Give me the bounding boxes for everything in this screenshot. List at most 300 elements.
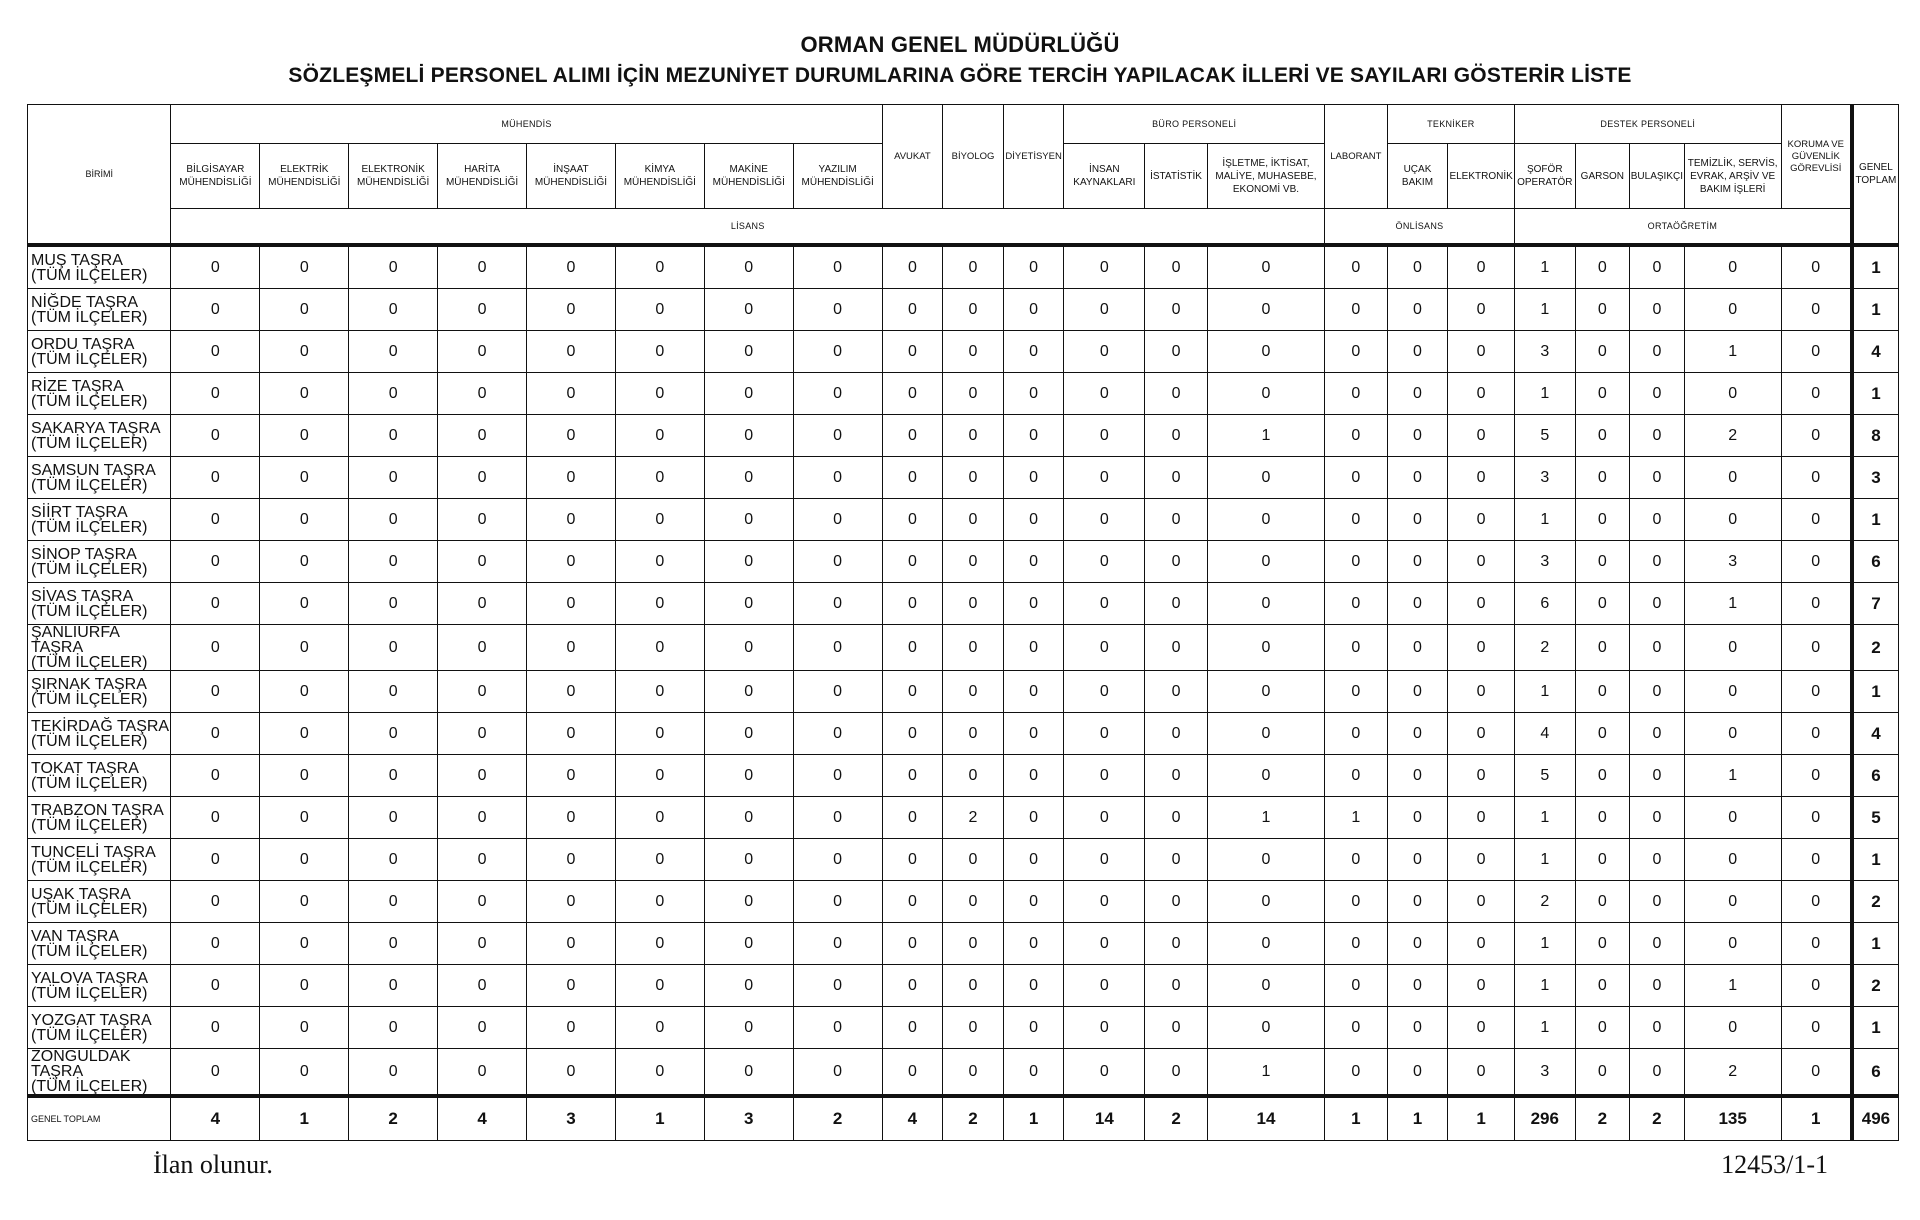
value-cell: 0 (1003, 881, 1064, 923)
value-cell: 0 (704, 797, 793, 839)
value-cell: 1 (1207, 415, 1324, 457)
row-subtitle: (TÜM İLÇELER) (31, 690, 148, 708)
value-cell: 0 (943, 373, 1004, 415)
value-cell: 0 (1575, 755, 1630, 797)
value-cell: 1 (1514, 1007, 1575, 1049)
value-cell: 0 (1387, 541, 1448, 583)
value-cell: 0 (1003, 415, 1064, 457)
value-cell: 0 (260, 289, 349, 331)
value-cell: 0 (1575, 373, 1630, 415)
value-cell: 0 (1325, 583, 1388, 625)
value-cell: 0 (1387, 1007, 1448, 1049)
value-cell: 0 (1575, 499, 1630, 541)
value-cell: 0 (1684, 457, 1781, 499)
value-cell: 0 (1448, 457, 1515, 499)
value-cell: 0 (882, 965, 943, 1007)
value-cell: 0 (1387, 245, 1448, 289)
value-cell: 0 (882, 541, 943, 583)
row-name: ZONGULDAK TAŞRA (31, 1048, 131, 1080)
value-cell: 2 (1514, 881, 1575, 923)
value-cell: 0 (1064, 625, 1145, 671)
value-cell: 0 (1003, 671, 1064, 713)
value-cell: 0 (260, 839, 349, 881)
value-cell: 0 (349, 289, 438, 331)
value-cell: 0 (882, 583, 943, 625)
value-cell: 0 (1781, 415, 1852, 457)
table-row (28, 671, 1899, 713)
row-label (28, 881, 171, 923)
value-cell: 0 (1448, 797, 1515, 839)
value-cell: 0 (349, 541, 438, 583)
value-cell: 0 (1575, 415, 1630, 457)
value-cell: 0 (1448, 839, 1515, 881)
value-cell: 0 (882, 755, 943, 797)
value-cell: 0 (793, 713, 882, 755)
value-cell: 0 (260, 457, 349, 499)
row-label (28, 839, 171, 881)
value-cell: 0 (943, 755, 1004, 797)
laborant-header: LABORANT (1325, 105, 1388, 209)
value-cell: 0 (1630, 839, 1685, 881)
value-cell: 0 (704, 923, 793, 965)
value-cell: 0 (527, 457, 616, 499)
value-cell: 0 (349, 923, 438, 965)
value-cell: 0 (349, 671, 438, 713)
value-cell: 0 (615, 839, 704, 881)
value-cell: 0 (438, 583, 527, 625)
value-cell: 0 (1003, 839, 1064, 881)
value-cell: 0 (438, 1007, 527, 1049)
value-cell: 0 (349, 373, 438, 415)
value-cell: 0 (1207, 245, 1324, 289)
value-cell: 0 (1630, 245, 1685, 289)
value-cell: 2 (943, 797, 1004, 839)
destek-group-header: DESTEK PERSONELİ (1514, 105, 1781, 144)
row-subtitle: (TÜM İLÇELER) (31, 984, 148, 1002)
value-cell: 1 (1003, 1096, 1064, 1141)
value-cell: 0 (1575, 881, 1630, 923)
col-header: BULAŞIKÇI (1630, 144, 1685, 209)
value-cell: 0 (527, 1049, 616, 1097)
value-cell: 0 (1630, 373, 1685, 415)
value-cell: 0 (882, 373, 943, 415)
row-total-cell: 2 (1852, 625, 1899, 671)
row-total-cell: 6 (1852, 541, 1899, 583)
row-total-cell: 2 (1852, 965, 1899, 1007)
row-total-cell: 1 (1852, 1007, 1899, 1049)
value-cell: 0 (615, 797, 704, 839)
row-total-cell: 4 (1852, 331, 1899, 373)
value-cell: 0 (1145, 797, 1208, 839)
value-cell: 0 (1064, 881, 1145, 923)
value-cell: 0 (1145, 245, 1208, 289)
value-cell: 0 (1684, 797, 1781, 839)
value-cell: 0 (1145, 583, 1208, 625)
value-cell: 0 (1387, 625, 1448, 671)
value-cell: 0 (1325, 923, 1388, 965)
table-row (28, 541, 1899, 583)
table-row (28, 713, 1899, 755)
value-cell: 0 (1781, 881, 1852, 923)
value-cell: 0 (1325, 289, 1388, 331)
row-label (28, 755, 171, 797)
value-cell: 0 (1387, 1049, 1448, 1097)
value-cell: 0 (1684, 839, 1781, 881)
value-cell: 0 (527, 541, 616, 583)
row-name: SİNOP TAŞRA (31, 545, 137, 563)
value-cell: 4 (438, 1096, 527, 1141)
value-cell: 0 (260, 755, 349, 797)
value-cell: 0 (1003, 755, 1064, 797)
value-cell: 0 (704, 415, 793, 457)
value-cell: 0 (1325, 1007, 1388, 1049)
value-cell: 0 (704, 541, 793, 583)
value-cell: 0 (1207, 1007, 1324, 1049)
value-cell: 2 (1684, 1049, 1781, 1097)
row-name: YOZGAT TAŞRA (31, 1011, 152, 1029)
value-cell: 0 (171, 331, 260, 373)
value-cell: 0 (1684, 923, 1781, 965)
value-cell: 0 (349, 499, 438, 541)
value-cell: 0 (527, 965, 616, 1007)
value-cell: 135 (1684, 1096, 1781, 1141)
value-cell: 0 (615, 541, 704, 583)
value-cell: 0 (438, 881, 527, 923)
value-cell: 0 (171, 797, 260, 839)
value-cell: 0 (1448, 923, 1515, 965)
value-cell: 0 (1064, 415, 1145, 457)
value-cell: 0 (1575, 923, 1630, 965)
value-cell: 0 (1145, 671, 1208, 713)
value-cell: 0 (349, 755, 438, 797)
row-total-cell: 1 (1852, 923, 1899, 965)
value-cell: 0 (704, 965, 793, 1007)
value-cell: 4 (1514, 713, 1575, 755)
value-cell: 0 (1325, 457, 1388, 499)
value-cell: 0 (260, 625, 349, 671)
value-cell: 0 (615, 713, 704, 755)
value-cell: 0 (260, 373, 349, 415)
row-total-cell: 496 (1852, 1096, 1899, 1141)
value-cell: 0 (1387, 839, 1448, 881)
value-cell: 0 (260, 541, 349, 583)
row-name: TOKAT TAŞRA (31, 759, 139, 777)
value-cell: 0 (615, 289, 704, 331)
value-cell: 0 (615, 671, 704, 713)
row-subtitle: (TÜM İLÇELER) (31, 900, 148, 918)
value-cell: 0 (260, 671, 349, 713)
buro-group-header: BÜRO PERSONELİ (1064, 105, 1325, 144)
value-cell: 0 (1781, 541, 1852, 583)
value-cell: 0 (1003, 499, 1064, 541)
value-cell: 0 (527, 923, 616, 965)
value-cell: 3 (704, 1096, 793, 1141)
value-cell: 0 (527, 755, 616, 797)
value-cell: 0 (1448, 541, 1515, 583)
value-cell: 0 (1575, 797, 1630, 839)
value-cell: 0 (527, 797, 616, 839)
value-cell: 0 (1575, 331, 1630, 373)
value-cell: 0 (1325, 331, 1388, 373)
biyolog-header: BİYOLOG (943, 105, 1004, 209)
value-cell: 0 (1325, 245, 1388, 289)
value-cell: 0 (260, 583, 349, 625)
row-name: NİĞDE TAŞRA (31, 293, 138, 311)
value-cell: 0 (1448, 331, 1515, 373)
value-cell: 0 (882, 415, 943, 457)
value-cell: 6 (1514, 583, 1575, 625)
tekniker-group-header: TEKNİKER (1387, 105, 1514, 144)
col-header: İNSAN KAYNAKLARI (1064, 144, 1145, 209)
koruma-header: KORUMA VE GÜVENLİK GÖREVLİSİ (1781, 105, 1852, 209)
value-cell: 0 (1448, 415, 1515, 457)
genel-toplam-header: GENEL TOPLAM (1852, 105, 1899, 246)
row-label (28, 923, 171, 965)
value-cell: 0 (1064, 457, 1145, 499)
value-cell: 0 (1781, 373, 1852, 415)
table-row (28, 839, 1899, 881)
value-cell: 4 (171, 1096, 260, 1141)
value-cell: 1 (1684, 755, 1781, 797)
value-cell: 0 (882, 1049, 943, 1097)
row-label (28, 541, 171, 583)
value-cell: 0 (1781, 499, 1852, 541)
value-cell: 3 (1514, 457, 1575, 499)
diyetisyen-header: DİYETİSYEN (1003, 105, 1064, 209)
value-cell: 0 (438, 671, 527, 713)
value-cell: 0 (704, 245, 793, 289)
value-cell: 0 (527, 839, 616, 881)
value-cell: 0 (1575, 671, 1630, 713)
value-cell: 0 (1387, 671, 1448, 713)
value-cell: 0 (171, 881, 260, 923)
value-cell: 0 (349, 457, 438, 499)
value-cell: 0 (615, 965, 704, 1007)
value-cell: 0 (171, 923, 260, 965)
value-cell: 0 (882, 881, 943, 923)
value-cell: 0 (1064, 671, 1145, 713)
value-cell: 0 (1145, 373, 1208, 415)
value-cell: 0 (260, 713, 349, 755)
table-row (28, 457, 1899, 499)
value-cell: 0 (1064, 289, 1145, 331)
value-cell: 0 (1448, 289, 1515, 331)
value-cell: 0 (1064, 965, 1145, 1007)
value-cell: 0 (943, 415, 1004, 457)
value-cell: 0 (704, 1049, 793, 1097)
value-cell: 0 (1003, 583, 1064, 625)
value-cell: 0 (1064, 1007, 1145, 1049)
value-cell: 0 (1387, 499, 1448, 541)
value-cell: 0 (793, 671, 882, 713)
value-cell: 0 (527, 1007, 616, 1049)
value-cell: 0 (1575, 625, 1630, 671)
row-subtitle: (TÜM İLÇELER) (31, 732, 148, 750)
value-cell: 0 (438, 499, 527, 541)
value-cell: 0 (615, 457, 704, 499)
value-cell: 0 (615, 415, 704, 457)
value-cell: 0 (1145, 1007, 1208, 1049)
row-subtitle: (TÜM İLÇELER) (31, 476, 148, 494)
value-cell: 0 (1325, 625, 1388, 671)
value-cell: 0 (793, 797, 882, 839)
row-total-cell: 6 (1852, 1049, 1899, 1097)
birimi-header: BİRİMİ (28, 105, 171, 246)
row-label (28, 373, 171, 415)
value-cell: 0 (1448, 625, 1515, 671)
value-cell: 0 (793, 1049, 882, 1097)
value-cell: 0 (1325, 373, 1388, 415)
value-cell: 0 (704, 881, 793, 923)
value-cell: 0 (1575, 289, 1630, 331)
value-cell: 0 (1325, 499, 1388, 541)
value-cell: 0 (171, 289, 260, 331)
value-cell: 0 (704, 499, 793, 541)
value-cell: 0 (882, 839, 943, 881)
value-cell: 1 (1514, 289, 1575, 331)
document-title: ORMAN GENEL MÜDÜRLÜĞÜ (800, 32, 1120, 57)
row-label (28, 713, 171, 755)
value-cell: 0 (349, 415, 438, 457)
row-name: YALOVA TAŞRA (31, 969, 149, 987)
value-cell: 0 (1387, 331, 1448, 373)
value-cell: 1 (1514, 797, 1575, 839)
value-cell: 0 (1145, 755, 1208, 797)
value-cell: 0 (438, 331, 527, 373)
value-cell: 3 (527, 1096, 616, 1141)
value-cell: 0 (1207, 755, 1324, 797)
value-cell: 1 (1514, 923, 1575, 965)
row-subtitle: (TÜM İLÇELER) (31, 434, 148, 452)
row-subtitle: (TÜM İLÇELER) (31, 602, 148, 620)
row-label (28, 331, 171, 373)
value-cell: 1 (1207, 1049, 1324, 1097)
value-cell: 0 (882, 331, 943, 373)
value-cell: 0 (1448, 671, 1515, 713)
value-cell: 0 (171, 457, 260, 499)
table-row (28, 965, 1899, 1007)
value-cell: 0 (1575, 965, 1630, 1007)
row-label (28, 1096, 171, 1141)
value-cell: 0 (1630, 797, 1685, 839)
value-cell: 1 (1514, 839, 1575, 881)
value-cell: 0 (1781, 625, 1852, 671)
row-name: GENEL TOPLAM (31, 1113, 101, 1124)
value-cell: 0 (349, 583, 438, 625)
value-cell: 0 (1630, 331, 1685, 373)
value-cell: 0 (349, 797, 438, 839)
value-cell: 0 (438, 797, 527, 839)
value-cell: 0 (1575, 583, 1630, 625)
row-label (28, 499, 171, 541)
value-cell: 0 (260, 881, 349, 923)
row-total-cell: 4 (1852, 713, 1899, 755)
row-total-cell: 7 (1852, 583, 1899, 625)
value-cell: 0 (1145, 1049, 1208, 1097)
value-cell: 0 (704, 373, 793, 415)
value-cell: 0 (349, 625, 438, 671)
value-cell: 0 (1003, 289, 1064, 331)
value-cell: 0 (943, 245, 1004, 289)
row-subtitle: (TÜM İLÇELER) (31, 858, 148, 876)
row-subtitle: (TÜM İLÇELER) (31, 308, 148, 326)
row-label (28, 583, 171, 625)
value-cell: 0 (882, 923, 943, 965)
value-cell: 0 (882, 797, 943, 839)
value-cell: 1 (1448, 1096, 1515, 1141)
row-name: SİİRT TAŞRA (31, 503, 128, 521)
value-cell: 1 (260, 1096, 349, 1141)
row-name: ORDU TAŞRA (31, 335, 135, 353)
value-cell: 0 (171, 625, 260, 671)
value-cell: 2 (793, 1096, 882, 1141)
value-cell: 0 (1630, 583, 1685, 625)
value-cell: 14 (1064, 1096, 1145, 1141)
value-cell: 0 (1064, 797, 1145, 839)
value-cell: 0 (882, 625, 943, 671)
value-cell: 0 (943, 839, 1004, 881)
row-label (28, 245, 171, 289)
value-cell: 0 (1064, 331, 1145, 373)
value-cell: 2 (1145, 1096, 1208, 1141)
value-cell: 0 (1207, 713, 1324, 755)
row-name: TRABZON TAŞRA (31, 801, 164, 819)
value-cell: 0 (615, 1007, 704, 1049)
value-cell: 0 (1325, 839, 1388, 881)
total-row (28, 1096, 1899, 1141)
value-cell: 0 (349, 245, 438, 289)
value-cell: 0 (704, 331, 793, 373)
value-cell: 0 (1387, 797, 1448, 839)
value-cell: 0 (1781, 1049, 1852, 1097)
row-total-cell: 2 (1852, 881, 1899, 923)
value-cell: 0 (1684, 245, 1781, 289)
value-cell: 0 (793, 331, 882, 373)
value-cell: 1 (1514, 499, 1575, 541)
row-name: MUŞ TAŞRA (31, 251, 123, 269)
row-subtitle: (TÜM İLÇELER) (31, 518, 148, 536)
value-cell: 0 (1684, 625, 1781, 671)
value-cell: 0 (793, 965, 882, 1007)
value-cell: 0 (615, 331, 704, 373)
value-cell: 0 (438, 457, 527, 499)
table-row (28, 415, 1899, 457)
row-total-cell: 1 (1852, 245, 1899, 289)
table-row (28, 499, 1899, 541)
row-subtitle: (TÜM İLÇELER) (31, 816, 148, 834)
value-cell: 0 (1145, 881, 1208, 923)
value-cell: 0 (1387, 289, 1448, 331)
value-cell: 0 (882, 245, 943, 289)
value-cell: 0 (1064, 923, 1145, 965)
value-cell: 0 (349, 881, 438, 923)
value-cell: 0 (704, 625, 793, 671)
table-row (28, 583, 1899, 625)
value-cell: 0 (1064, 1049, 1145, 1097)
value-cell: 0 (438, 289, 527, 331)
value-cell: 0 (943, 499, 1004, 541)
row-total-cell: 1 (1852, 499, 1899, 541)
value-cell: 0 (1630, 415, 1685, 457)
ortaogretim-header: ORTAÖĞRETİM (1514, 209, 1851, 246)
value-cell: 0 (793, 541, 882, 583)
value-cell: 2 (349, 1096, 438, 1141)
value-cell: 0 (1448, 499, 1515, 541)
col-header: TEMİZLİK, SERVİS, EVRAK, ARŞİV VE BAKIM İŞLERİ (1684, 144, 1781, 209)
value-cell: 0 (260, 1049, 349, 1097)
value-cell: 0 (1684, 373, 1781, 415)
row-label (28, 1049, 171, 1097)
